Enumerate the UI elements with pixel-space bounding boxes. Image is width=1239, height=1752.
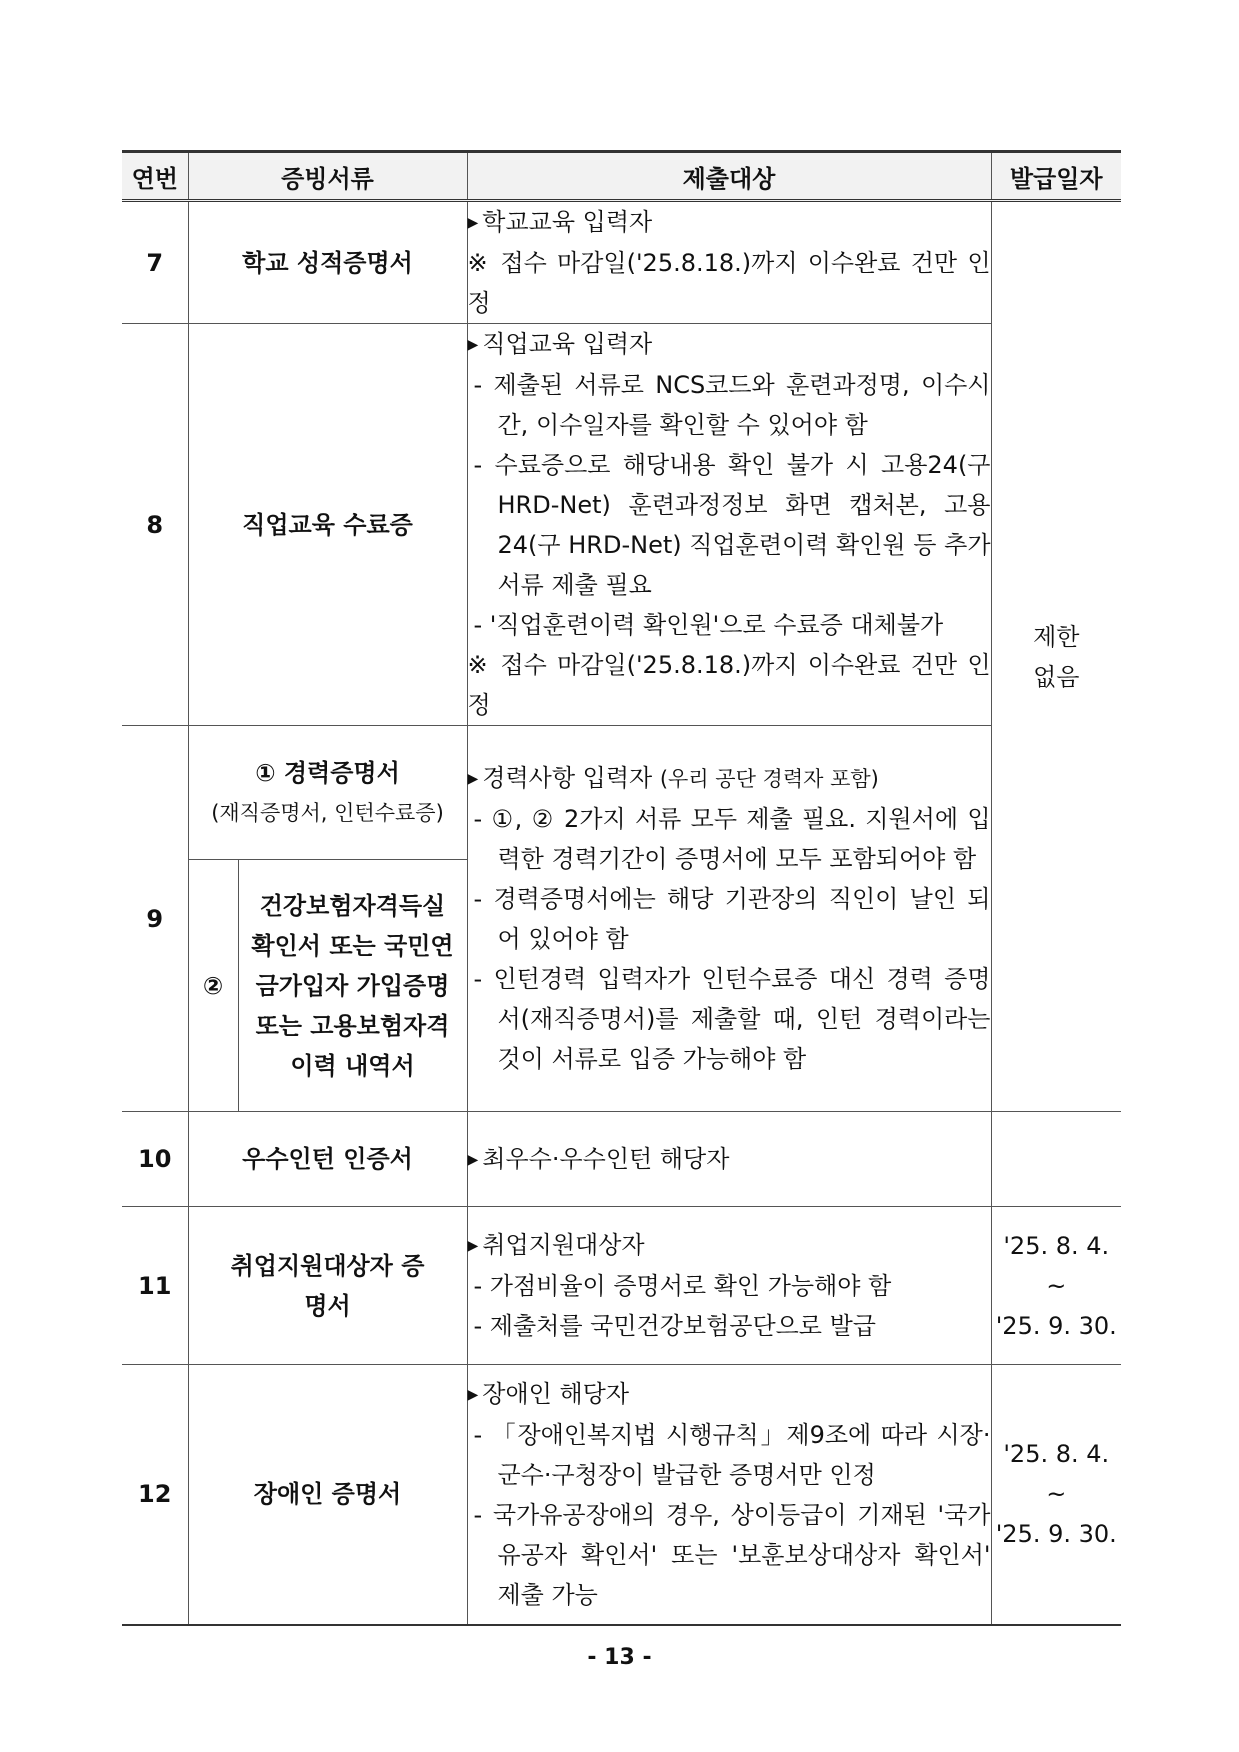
target-main: ▶ 학교교육 입력자 [467, 208, 653, 236]
date-from: '25. 8. 4. [1003, 1440, 1110, 1469]
target-main: ▶ 최우수·우수인턴 해당자 [467, 1144, 730, 1173]
target-cell [467, 324, 991, 726]
header-target: 제출대상 [467, 152, 991, 201]
target-note: ※ 접수 마감일('25.8.18.)까지 이수완료 건만 인정 [467, 651, 991, 719]
target-main: ▶ 직업교육 입력자 [467, 330, 653, 358]
document-2-mark: ② [188, 860, 238, 1112]
target-cell [467, 726, 991, 1112]
row-no: 9 [122, 726, 188, 1112]
triangle-bullet-icon: ▶ [467, 215, 479, 231]
table-row [122, 324, 1121, 726]
target-detail: - '직업훈련이력 확인원'으로 수료증 대체불가 [473, 611, 944, 639]
document-1-sub: (재직증명서, 인턴수료증) [211, 800, 444, 825]
issue-date-empty [991, 1112, 1121, 1207]
row-no: 10 [122, 1112, 188, 1207]
header-no: 연번 [122, 152, 188, 201]
row-no: 11 [122, 1207, 188, 1365]
target-detail: - 제출된 서류로 NCS코드와 훈련과정명, 이수시간, 이수일자를 확인할 수 있어야 함 [473, 371, 991, 439]
row-no: 8 [122, 324, 188, 726]
table-row [122, 1112, 1121, 1207]
target-detail: - ①, ② 2가지 서류 모두 제출 필요. 지원서에 입력한 경력기간이 증명서에 모두 포함되어야 함 [473, 805, 991, 873]
date-from: '25. 8. 4. [1003, 1231, 1110, 1260]
target-cell [467, 1365, 991, 1625]
target-main: ▶ 경력사항 입력자 (우리 공단 경력자 포함) [467, 764, 879, 792]
table-row [122, 726, 1121, 860]
document-name: 우수인턴 인증서 [188, 1112, 467, 1207]
target-detail: - 인턴경력 입력자가 인턴수료증 대신 경력 증명서(재직증명서)를 제출할 때, 인턴 경력이라는 것이 서류로 입증 가능해야 함 [473, 965, 991, 1073]
issue-date-shared: 제한 없음 [991, 201, 1121, 1112]
page-number: - 13 - [587, 1645, 652, 1670]
header-document: 증빙서류 [188, 152, 467, 201]
table-row [122, 1365, 1121, 1625]
row-no: 7 [122, 201, 188, 324]
target-main: ▶ 장애인 해당자 [467, 1379, 630, 1408]
issue-date-cell [991, 1365, 1121, 1625]
date-to: '25. 9. 30. [995, 1520, 1117, 1549]
row-no: 12 [122, 1365, 188, 1625]
document-name: 취업지원대상자 증명서 [188, 1207, 467, 1365]
target-detail: - 수료증으로 해당내용 확인 불가 시 고용24(구 HRD-Net) 훈련과정정보 화면 캡처본, 고용24(구 HRD-Net) 직업훈련이력 확인원 등 추가서류 제출 필요 [473, 451, 991, 599]
target-detail: - 경력증명서에는 해당 기관장의 직인이 날인 되어 있어야 함 [473, 885, 991, 953]
target-cell [467, 201, 991, 324]
triangle-bullet-icon: ▶ [467, 1386, 479, 1403]
triangle-bullet-icon: ▶ [467, 771, 479, 787]
triangle-bullet-icon: ▶ [467, 1238, 479, 1254]
table-row [122, 1207, 1121, 1365]
date-separator: ~ [1046, 1271, 1067, 1300]
document-name: 장애인 증명서 [188, 1365, 467, 1625]
target-main: ▶ 취업지원대상자 [467, 1231, 645, 1259]
target-note: ※ 접수 마감일('25.8.18.)까지 이수완료 건만 인정 [467, 249, 991, 317]
triangle-bullet-icon: ▶ [467, 1151, 479, 1168]
target-cell [467, 1207, 991, 1365]
document-name: 직업교육 수료증 [188, 324, 467, 726]
issue-date-cell [991, 1207, 1121, 1365]
document-1-name: ① 경력증명서 [255, 758, 400, 787]
triangle-bullet-icon: ▶ [467, 337, 479, 353]
target-detail: - 제출처를 국민건강보험공단으로 발급 [473, 1312, 876, 1340]
table-header-row [122, 152, 1121, 201]
document-name [188, 726, 467, 860]
evidence-documents-table [122, 150, 1121, 1626]
document-2-name: 건강보험자격득실 확인서 또는 국민연금가입자 가입증명 또는 고용보험자격이력 내역서 [238, 860, 467, 1112]
date-to: '25. 9. 30. [995, 1311, 1117, 1340]
target-detail: - 「장애인복지법 시행규칙」제9조에 따라 시장·군수·구청장이 발급한 증명서만 인정 [473, 1420, 991, 1489]
document-name: 학교 성적증명서 [188, 201, 467, 324]
target-detail: - 가점비율이 증명서로 확인 가능해야 함 [473, 1272, 892, 1300]
header-issue-date: 발급일자 [991, 152, 1121, 201]
target-detail: - 국가유공장애의 경우, 상이등급이 기재된 '국가유공자 확인서' 또는 '보훈보상대상자 확인서' 제출 가능 [473, 1500, 991, 1609]
date-separator: ~ [1046, 1480, 1067, 1509]
table-row [122, 201, 1121, 324]
target-cell [467, 1112, 991, 1207]
